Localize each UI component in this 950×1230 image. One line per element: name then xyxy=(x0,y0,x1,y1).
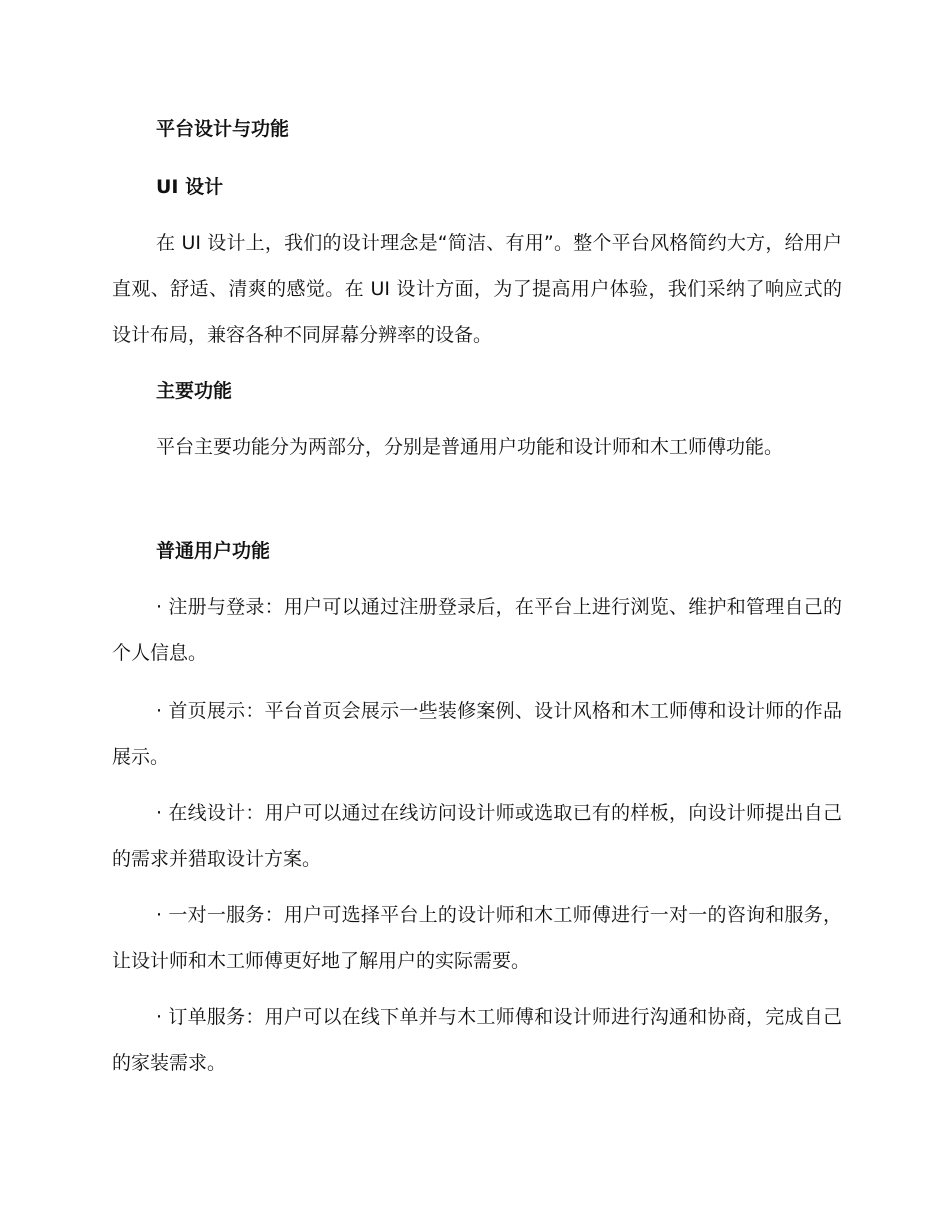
list-item-register-login: · 注册与登录：用户可以通过注册登录后，在平台上进行浏览、维护和管理自己的个人信息。 xyxy=(112,596,842,664)
paragraph-ui-intro: 在 UI 设计上，我们的设计理念是“简洁、有用”。整个平台风格简约大方，给用户直观、舒适、清爽的感觉。在 UI 设计方面，为了提高用户体验，我们采纳了响应式的设计布局，兼容各种不同屏幕分辨率的设备。 xyxy=(112,232,842,346)
paragraph-functions-intro: 平台主要功能分为两部分，分别是普通用户功能和设计师和木工师傅功能。 xyxy=(156,436,784,458)
list-item-order-service: · 订单服务：用户可以在线下单并与木工师傅和设计师进行沟通和协商，完成自己的家装需求。 xyxy=(112,1006,842,1074)
section-heading-platform-design: 平台设计与功能 xyxy=(156,118,290,140)
list-item-homepage-display: · 首页展示：平台首页会展示一些装修案例、设计风格和木工师傅和设计师的作品展示。 xyxy=(112,700,842,768)
section-heading-user-functions: 普通用户功能 xyxy=(156,540,271,562)
list-item-one-on-one-service: · 一对一服务：用户可选择平台上的设计师和木工师傅进行一对一的咨询和服务，让设计师和木工师傅更好地了解用户的实际需要。 xyxy=(112,904,842,972)
section-heading-main-functions: 主要功能 xyxy=(156,380,233,402)
list-item-online-design: · 在线设计：用户可以通过在线访问设计师或选取已有的样板，向设计师提出自己的需求并猎取设计方案。 xyxy=(112,802,842,870)
section-heading-ui-design: UI 设计 xyxy=(156,176,224,198)
